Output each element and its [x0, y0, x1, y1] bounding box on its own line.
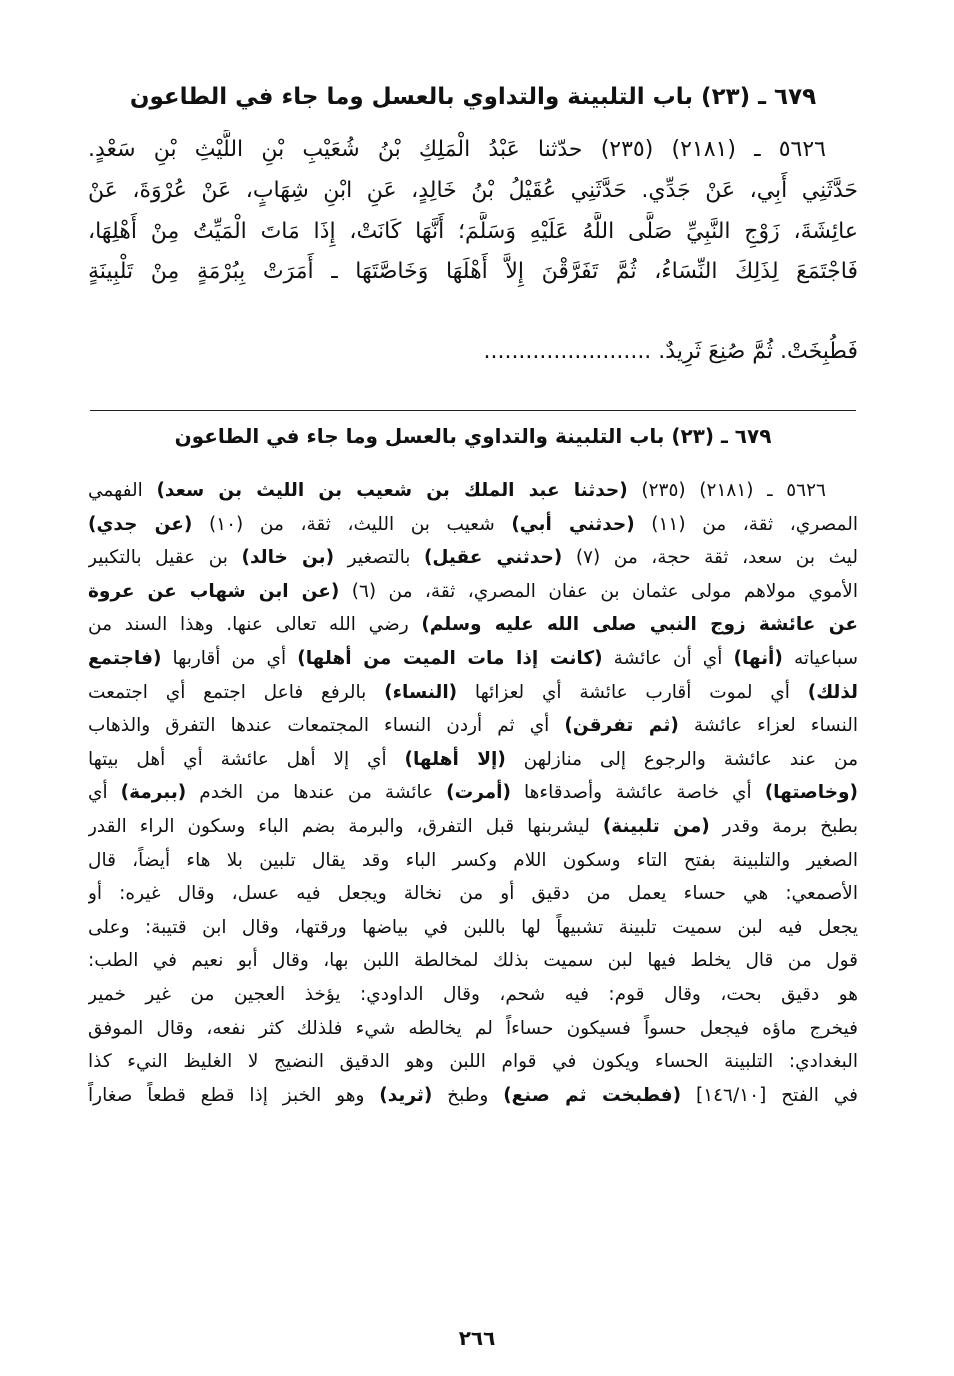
section-divider [90, 410, 856, 411]
commentary-segment: رضي الله تعالى عنها. وهذا السند من [88, 614, 422, 636]
quoted-hadith-term: (إلا أهلها) [404, 748, 506, 770]
commentary-segment: أي من أقاربها [161, 648, 298, 669]
commentary-line [88, 1045, 858, 1079]
commentary-segment: ليث بن سعد، ثقة حجة، من (٧) [562, 547, 858, 569]
commentary-line [88, 575, 858, 609]
quoted-hadith-term: (بن خالد) [241, 547, 335, 569]
commentary-segment: أي [88, 782, 121, 804]
quoted-hadith-term: (ثم تفرقن) [564, 715, 679, 737]
commentary-line [88, 877, 858, 911]
quoted-hadith-term: (عن ابن شهاب عن عروة [88, 580, 340, 602]
commentary-segment: النساء لعزاء عائشة [678, 715, 858, 737]
quoted-hadith-term: (وخاصتها) [764, 782, 858, 804]
commentary-segment: ليشربنها قبل التفرق، والبرمة بضم الباء وسكون الراء القدر [88, 816, 603, 837]
commentary-line [88, 978, 858, 1012]
commentary-line [88, 508, 858, 542]
hadith-line: فَاجْتَمَعَ لِذَلِكَ النِّسَاءُ، ثُمَّ تَفَرَّقْنَ إِلاَّ أَهْلَهَا وَخَاصَّتَهَا ـ أَمَرَتْ بِبُرْمَةٍ مِنْ تَلْبِينَةٍ [88, 259, 858, 284]
commentary-line [88, 541, 858, 575]
commentary-segment: البغدادي: التلبينة الحساء ويكون في قوام اللبن وهو الدقيق النضيج لا الغليظ النيء كذا [88, 1051, 858, 1073]
commentary-segment: بالرفع فاعل اجتمع أي اجتمعت [88, 681, 385, 703]
commentary-line [88, 709, 858, 743]
commentary-segment: ٥٦٢٦ ـ (٢١٨١) (٢٣٥) [627, 480, 826, 501]
commentary-segment: قول من قال يخلط فيها لبن سميت بذلك لمخالطة اللبن بها، وقال أبو نعيم في الطب: [88, 950, 858, 972]
commentary-line [88, 743, 858, 777]
commentary-segment: بالتصغير [334, 547, 424, 569]
quoted-hadith-term: (فطبخت ثم صنع) [503, 1084, 682, 1106]
quoted-hadith-term: عن عائشة زوج النبي صلى الله عليه وسلم) [421, 614, 858, 636]
commentary-segment: المصري، ثقة، من (١١) [634, 513, 858, 535]
page-number: ٢٦٦ [458, 1326, 496, 1350]
commentary-line [88, 1012, 858, 1046]
commentary-segment: بن عقيل بالتكبير [88, 547, 242, 569]
quoted-hadith-term: (النساء) [384, 681, 458, 703]
hadith-line: حَدَّثَنِي أَبِي، عَنْ جَدِّي. حَدَّثَنِي عُقَيْلُ بْنُ خَالِدٍ، عَنِ ابْنِ شِهَابٍ، عَنْ عُرْوَةَ، عَنْ [88, 178, 858, 203]
hadith-chapter-title: ٦٧٩ ـ (٢٣) باب التلبينة والتداوي بالعسل وما جاء في الطاعون [129, 84, 817, 110]
hadith-line: عائِشَةَ، زَوْجِ النَّبِيِّ صَلَّى اللَّهُ عَلَيْهِ وَسَلَّمَ؛ أَنَّهَا كَانَتْ، إِذَا مَاتَ الْمَيِّتُ مِنْ أَهْلِهَا، [88, 219, 858, 244]
commentary-segment: هو دقيق بحت، وقال قوم: فيه شحم، وقال الداودي: يؤخذ العجين من غير خمير [88, 984, 858, 1005]
commentary-segment: عائشة من عندها من الخدم [186, 782, 447, 804]
commentary-segment: بطبخ برمة وقدر [709, 816, 858, 837]
quoted-hadith-term: (فاجتمع [88, 648, 162, 669]
commentary-line [88, 1079, 858, 1113]
commentary-line [88, 810, 858, 844]
quoted-hadith-term: (حدثني عقيل) [423, 547, 563, 569]
commentary-segment: فيخرج ماؤه فيجعل حسواً فسيكون حساءاً لم يخالطه شيء فلذلك كثر نفعه، وقال الموفق [88, 1017, 858, 1039]
commentary-segment: الفهمي [88, 480, 157, 501]
commentary-segment: وهو الخبز إذا قطع قطعاً صغاراً [88, 1084, 380, 1106]
commentary-segment: أي لموت أقارب عائشة أي لعزائها [457, 681, 808, 703]
commentary-line [88, 776, 858, 810]
commentary-segment: شعيب بن الليث، ثقة، من (١٠) [192, 513, 512, 535]
quoted-hadith-term: (حدثني أبي) [511, 513, 635, 535]
quoted-hadith-term: (من تلبينة) [602, 816, 710, 837]
commentary-segment: الأموي مولاهم مولى عثمان بن عفان المصري، ثقة، من (٦) [339, 580, 858, 602]
commentary-line [88, 944, 858, 978]
quoted-hadith-term: (ببرمة) [120, 782, 187, 804]
quoted-hadith-term: (حدثنا عبد الملك بن شعيب بن الليث بن سعد) [156, 480, 628, 501]
commentary-segment: سباعياته [782, 648, 858, 669]
commentary-segment: الأصمعي: هي حساء يعمل من دقيق أو من نخالة ويجعل فيه عسل، وقال غيره: أو [88, 883, 858, 905]
commentary-line [88, 911, 858, 945]
commentary-segment: أي إلا أهل عائشة أي أهل بيتها [88, 748, 405, 770]
hadith-line: فَطُبِخَتْ. ثُمَّ صُنِعَ ثَرِيدٌ. ........................ [483, 339, 858, 364]
quoted-hadith-term: (ثريد) [379, 1084, 433, 1106]
commentary-line [88, 844, 858, 878]
quoted-hadith-term: (عن جدي) [88, 513, 193, 535]
commentary-line [88, 676, 858, 710]
commentary-segment: وطبخ [432, 1084, 504, 1106]
commentary-chapter-title: ٦٧٩ ـ (٢٣) باب التلبينة والتداوي بالعسل وما جاء في الطاعون [174, 424, 772, 448]
quoted-hadith-term: (كانت إذا مات الميت من أهلها) [297, 648, 603, 669]
commentary-line [88, 474, 858, 508]
commentary-segment: أي ثم أردن النساء المجتمعات عندها التفرق والذهاب [88, 715, 565, 737]
quoted-hadith-term: لذلك) [807, 681, 858, 703]
hadith-line: ٥٦٢٦ ـ (٢١٨١) (٢٣٥) حدّثنا عَبْدُ الْمَلِكِ بْنُ شُعَيْبِ بْنِ اللَّيْثِ بْنِ سَعْدٍ. [88, 137, 826, 162]
commentary-segment: أي أن عائشة [602, 648, 734, 669]
commentary-segment: يجعل فيه لبن سميت تلبينة تشبيهاً لها باللبن في بياضها ورقتها، وقال ابن قتيبة: وعلى [88, 916, 858, 938]
commentary-segment: من عند عائشة والرجوع إلى منازلهن [505, 748, 858, 770]
commentary-segment: في الفتح [١٤٦/١٠] [681, 1084, 858, 1106]
commentary-segment: الصغير والتلبينة بفتح التاء وسكون اللام وكسر الباء وقد يقال تلبين بلا هاء أيضاً، قال [88, 849, 858, 871]
quoted-hadith-term: (أنها) [733, 648, 783, 669]
quoted-hadith-term: (أمرت) [446, 782, 511, 804]
commentary-segment: أي خاصة عائشة وأصدقاءها [510, 782, 765, 804]
commentary-line [88, 608, 858, 642]
commentary-line [88, 642, 858, 676]
